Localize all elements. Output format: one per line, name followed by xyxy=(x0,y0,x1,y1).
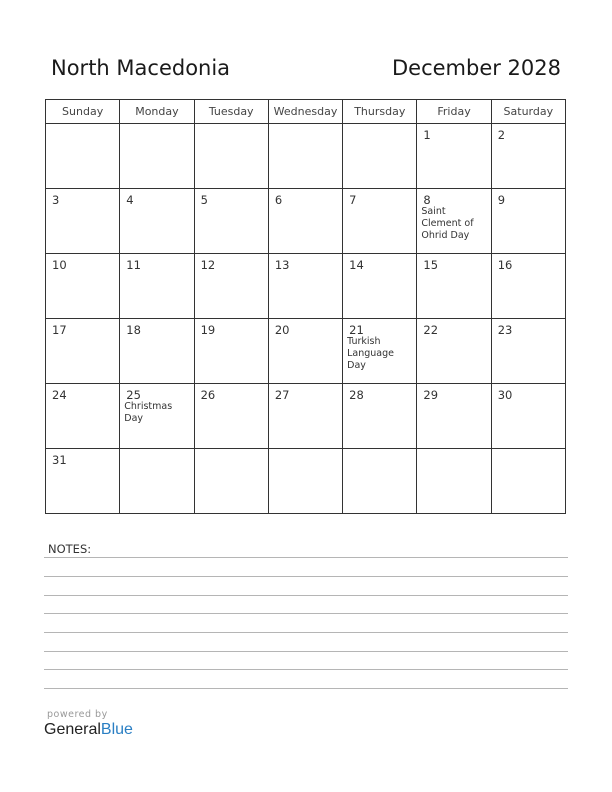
day-cell xyxy=(194,124,268,189)
week-row xyxy=(46,189,566,254)
day-number: 24 xyxy=(52,388,67,402)
brand-logo[interactable] xyxy=(44,721,133,739)
day-cell xyxy=(491,449,565,514)
day-number: 21 xyxy=(349,323,364,337)
day-cell xyxy=(46,384,120,449)
week-row xyxy=(46,254,566,319)
day-number: 13 xyxy=(274,258,290,272)
day-number: 15 xyxy=(423,258,439,272)
day-number: 20 xyxy=(274,323,290,337)
week-row xyxy=(46,319,566,384)
day-cell xyxy=(268,384,342,449)
holiday-label: Turkish Language Day xyxy=(347,336,395,371)
day-cell xyxy=(417,189,491,254)
week-row xyxy=(46,384,566,449)
day-number: 31 xyxy=(52,453,67,467)
weekday-sunday: Sunday xyxy=(46,100,120,124)
day-number: 18 xyxy=(126,323,141,337)
day-cell xyxy=(120,124,194,189)
day-number: 19 xyxy=(200,323,216,337)
day-cell xyxy=(491,384,565,449)
note-line xyxy=(44,613,568,614)
day-number: 1 xyxy=(423,128,431,142)
day-cell xyxy=(46,319,120,384)
day-cell xyxy=(343,124,417,189)
day-number: 11 xyxy=(126,258,141,272)
day-number: 4 xyxy=(126,193,134,207)
day-cell xyxy=(120,319,194,384)
day-number: 5 xyxy=(200,193,208,207)
day-number: 10 xyxy=(52,258,67,272)
day-number: 25 xyxy=(126,388,141,402)
month-year-title: December 2028 xyxy=(391,56,561,80)
calendar-grid xyxy=(45,99,566,514)
day-cell xyxy=(268,189,342,254)
day-cell xyxy=(268,449,342,514)
note-line xyxy=(44,576,568,577)
day-cell xyxy=(491,319,565,384)
note-line xyxy=(44,669,568,670)
day-cell xyxy=(46,449,120,514)
week-row xyxy=(46,449,566,514)
day-cell xyxy=(343,189,417,254)
day-number: 27 xyxy=(274,388,290,402)
day-cell xyxy=(120,384,194,449)
day-number: 7 xyxy=(349,193,357,207)
day-number: 17 xyxy=(52,323,67,337)
day-number: 12 xyxy=(200,258,216,272)
day-cell xyxy=(120,189,194,254)
day-number: 28 xyxy=(349,388,364,402)
brand-blue-text: Blue xyxy=(100,721,133,738)
brand-general-text: General xyxy=(44,721,101,738)
day-cell xyxy=(46,124,120,189)
day-cell xyxy=(491,254,565,319)
day-number: 29 xyxy=(423,388,439,402)
day-number: 2 xyxy=(497,128,506,142)
day-cell xyxy=(194,189,268,254)
day-cell xyxy=(343,319,417,384)
note-line xyxy=(44,651,568,652)
holiday-label: Saint Clement of Ohrid Day xyxy=(421,206,474,241)
day-cell xyxy=(194,449,268,514)
day-number: 30 xyxy=(497,388,513,402)
weekday-tuesday: Tuesday xyxy=(194,100,268,124)
day-cell xyxy=(46,189,120,254)
weekday-header-row xyxy=(46,100,566,124)
day-cell xyxy=(343,254,417,319)
day-number: 9 xyxy=(497,193,506,207)
day-cell xyxy=(343,384,417,449)
day-cell xyxy=(268,319,342,384)
note-line xyxy=(44,557,568,558)
week-row xyxy=(46,124,566,189)
day-cell xyxy=(120,449,194,514)
day-number: 6 xyxy=(274,193,283,207)
day-cell xyxy=(268,254,342,319)
day-number: 26 xyxy=(200,388,216,402)
powered-by-text: powered by xyxy=(47,709,108,720)
day-cell xyxy=(417,384,491,449)
weekday-monday: Monday xyxy=(120,100,194,124)
day-cell xyxy=(417,319,491,384)
day-number: 14 xyxy=(349,258,364,272)
day-cell xyxy=(417,449,491,514)
weekday-wednesday: Wednesday xyxy=(268,100,342,124)
note-line xyxy=(44,595,568,596)
day-cell xyxy=(194,319,268,384)
note-line xyxy=(44,632,568,633)
day-cell xyxy=(491,189,565,254)
weekday-saturday: Saturday xyxy=(491,100,565,124)
day-cell xyxy=(491,124,565,189)
day-number: 8 xyxy=(423,193,431,207)
note-line xyxy=(44,688,568,689)
country-title: North Macedonia xyxy=(51,56,231,80)
day-cell xyxy=(417,124,491,189)
weekday-friday: Friday xyxy=(417,100,491,124)
day-cell xyxy=(268,124,342,189)
day-number: 3 xyxy=(52,193,60,207)
weekday-thursday: Thursday xyxy=(343,100,417,124)
day-cell xyxy=(417,254,491,319)
day-cell xyxy=(343,449,417,514)
day-cell xyxy=(120,254,194,319)
day-number: 22 xyxy=(423,323,439,337)
day-number: 23 xyxy=(497,323,513,337)
notes-label: NOTES: xyxy=(48,542,92,556)
day-cell xyxy=(194,254,268,319)
day-cell xyxy=(194,384,268,449)
day-cell xyxy=(46,254,120,319)
day-number: 16 xyxy=(497,258,513,272)
holiday-label: Christmas Day xyxy=(124,401,173,424)
